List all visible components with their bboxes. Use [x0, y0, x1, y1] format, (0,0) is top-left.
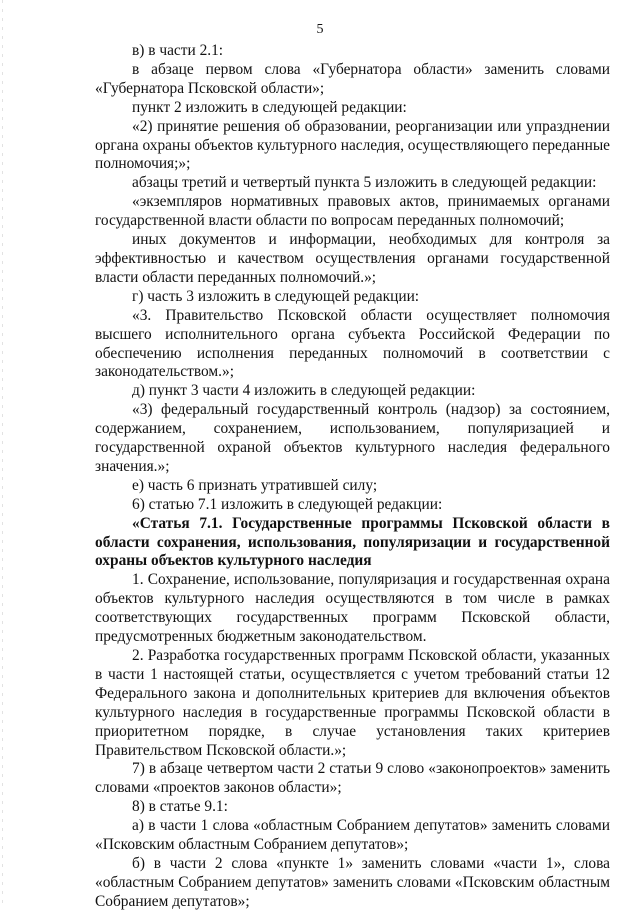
- paragraph: 8) в статье 9.1:: [132, 798, 228, 816]
- paragraph: «3) федеральный государственный контроль (надзор) за состоянием, содержанием, сохранением, использованием, популяризацией и государственной охраной объектов культурного наследия федерального значения.»;: [95, 401, 610, 475]
- paragraph: в) в части 2.1:: [132, 42, 224, 59]
- page-number: 5: [316, 22, 324, 37]
- paragraph: е) часть 6 признать утратившей силу;: [132, 476, 378, 494]
- paragraph: «2) принятие решения об образовании, реорганизации или упразднении органа охраны объектов культурного наследия, осуществляющего переданные полномочия;»;: [95, 117, 610, 173]
- paragraph: д) пункт 3 части 4 изложить в следующей редакции:: [132, 382, 476, 400]
- paragraph: «3. Правительство Псковской области осуществляет полномочия высшего исполнительного органа субъекта Российской Федерации по обеспечению исполнения переданных полномочий в соответствии с законодательством.»;: [95, 306, 610, 381]
- paragraph: абзацы третий и четвертый пункта 5 изложить в следующей редакции:: [132, 174, 597, 192]
- paragraph: 2. Разработка государственных программ Псковской области, указанных в части 1 настоящей статьи, осуществляется с учетом требований статьи 12 Федерального закона и дополнительных критериев для включения объектов культурного наследия в государственные программы Псковской области в приоритетном порядке, в случае установления таких критериев Правительством Псковской области.»;: [95, 647, 610, 759]
- article-heading: «Статья 7.1. Государственные программы Псковской области в области сохранения, использования, популяризации и государственной охраны объектов культурного наследия: [95, 514, 610, 570]
- paragraph: иных документов и информации, необходимых для контроля за эффективностью и качеством осуществления органами государственной власти области переданных полномочий.»;: [95, 231, 610, 286]
- paragraph: а) в части 1 слова «областным Собранием депутатов» заменить словами «Псковским областным Собранием депутатов»;: [95, 817, 610, 854]
- paragraph: «экземпляров нормативных правовых актов, принимаемых органами государственной власти области по вопросам переданных полномочий;: [95, 193, 610, 230]
- paragraph: в абзаце первом слова «Губернатора области» заменить словами «Губернатора Псковской области»;: [95, 60, 610, 97]
- scan-edge-mark: [2, 0, 3, 905]
- paragraph: б) в части 2 слова «пункте 1» заменить словами «части 1», слова «областным Собранием депутатов» заменить словами «Псковским областным Собранием депутатов»;: [95, 854, 610, 910]
- paragraph: 7) в абзаце четвертом части 2 статьи 9 слово «законопроектов» заменить словами «проектов законов области»;: [95, 760, 610, 797]
- document-body: [95, 42, 610, 912]
- paragraph: пункт 2 изложить в следующей редакции:: [132, 98, 407, 116]
- paragraph: 1. Сохранение, использование, популяризация и государственная охрана объектов культурного наследия осуществляются в том числе в рамках соответствующих государственных программ Псковской области, предусмотренных бюджетным законодательством.: [95, 571, 610, 646]
- paragraph: г) часть 3 изложить в следующей редакции:: [132, 287, 420, 305]
- paragraph: 6) статью 7.1 изложить в следующей редакции:: [132, 495, 443, 513]
